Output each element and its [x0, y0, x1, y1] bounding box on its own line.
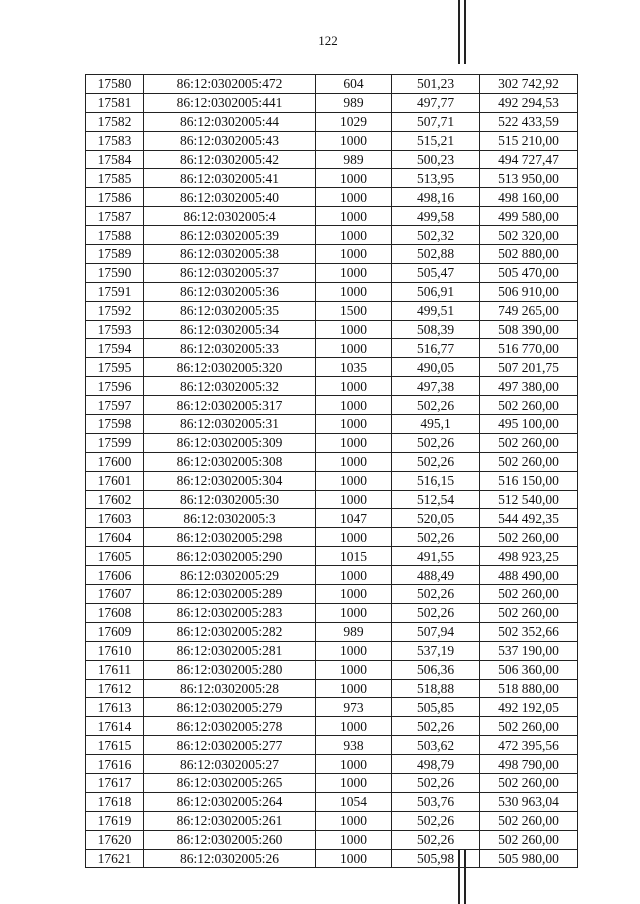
quantity-cell: 1000	[316, 679, 392, 698]
price-cell: 503,76	[392, 792, 480, 811]
quantity-cell: 1029	[316, 112, 392, 131]
row-number-cell: 17584	[86, 150, 144, 169]
row-number-cell: 17608	[86, 603, 144, 622]
cadastral-number-cell: 86:12:0302005:43	[144, 131, 316, 150]
table-row	[86, 396, 578, 415]
row-number-cell: 17588	[86, 226, 144, 245]
cadastral-number-cell: 86:12:0302005:33	[144, 339, 316, 358]
quantity-cell: 1000	[316, 773, 392, 792]
quantity-cell: 1000	[316, 188, 392, 207]
row-number-cell: 17587	[86, 207, 144, 226]
quantity-cell: 1000	[316, 660, 392, 679]
row-number-cell: 17601	[86, 471, 144, 490]
amount-cell: 502 260,00	[480, 585, 578, 604]
cadastral-number-cell: 86:12:0302005:260	[144, 830, 316, 849]
quantity-cell: 989	[316, 93, 392, 112]
amount-cell: 502 880,00	[480, 245, 578, 264]
row-number-cell: 17589	[86, 245, 144, 264]
price-cell: 502,26	[392, 811, 480, 830]
quantity-cell: 1000	[316, 830, 392, 849]
amount-cell: 502 260,00	[480, 811, 578, 830]
amount-cell: 507 201,75	[480, 358, 578, 377]
amount-cell: 502 352,66	[480, 622, 578, 641]
row-number-cell: 17595	[86, 358, 144, 377]
cadastral-number-cell: 86:12:0302005:4	[144, 207, 316, 226]
table-row	[86, 736, 578, 755]
row-number-cell: 17618	[86, 792, 144, 811]
table-body	[86, 75, 578, 868]
row-number-cell: 17613	[86, 698, 144, 717]
table-row	[86, 622, 578, 641]
price-cell: 505,47	[392, 263, 480, 282]
table-row	[86, 547, 578, 566]
amount-cell: 516 770,00	[480, 339, 578, 358]
quantity-cell: 973	[316, 698, 392, 717]
amount-cell: 512 540,00	[480, 490, 578, 509]
price-cell: 505,98	[392, 849, 480, 868]
row-number-cell: 17600	[86, 452, 144, 471]
cadastral-number-cell: 86:12:0302005:42	[144, 150, 316, 169]
amount-cell: 502 260,00	[480, 830, 578, 849]
cadastral-number-cell: 86:12:0302005:28	[144, 679, 316, 698]
quantity-cell: 1000	[316, 377, 392, 396]
page-number: 122	[318, 33, 338, 48]
table-row	[86, 320, 578, 339]
row-number-cell: 17598	[86, 415, 144, 434]
amount-cell: 516 150,00	[480, 471, 578, 490]
cadastral-number-cell: 86:12:0302005:281	[144, 641, 316, 660]
amount-cell: 505 470,00	[480, 263, 578, 282]
quantity-cell: 1000	[316, 603, 392, 622]
price-cell: 515,21	[392, 131, 480, 150]
table-row	[86, 358, 578, 377]
table-row	[86, 282, 578, 301]
quantity-cell: 1000	[316, 811, 392, 830]
quantity-cell: 1000	[316, 471, 392, 490]
amount-cell: 505 980,00	[480, 849, 578, 868]
price-cell: 498,16	[392, 188, 480, 207]
row-number-cell: 17586	[86, 188, 144, 207]
row-number-cell: 17614	[86, 717, 144, 736]
cadastral-number-cell: 86:12:0302005:277	[144, 736, 316, 755]
amount-cell: 502 260,00	[480, 603, 578, 622]
row-number-cell: 17609	[86, 622, 144, 641]
price-cell: 497,38	[392, 377, 480, 396]
table-row	[86, 773, 578, 792]
quantity-cell: 1000	[316, 282, 392, 301]
table-row	[86, 509, 578, 528]
price-cell: 501,23	[392, 75, 480, 94]
price-cell: 506,91	[392, 282, 480, 301]
registry-table	[85, 74, 578, 868]
quantity-cell: 1000	[316, 131, 392, 150]
price-cell: 537,19	[392, 641, 480, 660]
cadastral-number-cell: 86:12:0302005:309	[144, 433, 316, 452]
cadastral-number-cell: 86:12:0302005:279	[144, 698, 316, 717]
amount-cell: 492 192,05	[480, 698, 578, 717]
cadastral-number-cell: 86:12:0302005:441	[144, 93, 316, 112]
quantity-cell: 1000	[316, 433, 392, 452]
row-number-cell: 17580	[86, 75, 144, 94]
price-cell: 516,77	[392, 339, 480, 358]
cadastral-number-cell: 86:12:0302005:261	[144, 811, 316, 830]
table-row	[86, 755, 578, 774]
price-cell: 505,85	[392, 698, 480, 717]
cadastral-number-cell: 86:12:0302005:317	[144, 396, 316, 415]
cadastral-number-cell: 86:12:0302005:34	[144, 320, 316, 339]
quantity-cell: 1000	[316, 207, 392, 226]
amount-cell: 498 790,00	[480, 755, 578, 774]
price-cell: 499,51	[392, 301, 480, 320]
cadastral-number-cell: 86:12:0302005:29	[144, 566, 316, 585]
cadastral-number-cell: 86:12:0302005:283	[144, 603, 316, 622]
price-cell: 513,95	[392, 169, 480, 188]
row-number-cell: 17602	[86, 490, 144, 509]
amount-cell: 302 742,92	[480, 75, 578, 94]
row-number-cell: 17612	[86, 679, 144, 698]
price-cell: 520,05	[392, 509, 480, 528]
table-row	[86, 226, 578, 245]
table-row	[86, 75, 578, 94]
price-cell: 499,58	[392, 207, 480, 226]
price-cell: 502,26	[392, 830, 480, 849]
amount-cell: 502 260,00	[480, 452, 578, 471]
table-row	[86, 433, 578, 452]
binding-line	[458, 0, 460, 64]
row-number-cell: 17616	[86, 755, 144, 774]
row-number-cell: 17581	[86, 93, 144, 112]
table-row	[86, 641, 578, 660]
table-row	[86, 93, 578, 112]
amount-cell: 494 727,47	[480, 150, 578, 169]
cadastral-number-cell: 86:12:0302005:27	[144, 755, 316, 774]
quantity-cell: 1000	[316, 717, 392, 736]
table-row	[86, 811, 578, 830]
row-number-cell: 17591	[86, 282, 144, 301]
quantity-cell: 1000	[316, 755, 392, 774]
row-number-cell: 17605	[86, 547, 144, 566]
quantity-cell: 1015	[316, 547, 392, 566]
quantity-cell: 1000	[316, 641, 392, 660]
table-row	[86, 263, 578, 282]
amount-cell: 515 210,00	[480, 131, 578, 150]
row-number-cell: 17615	[86, 736, 144, 755]
table-row	[86, 792, 578, 811]
amount-cell: 537 190,00	[480, 641, 578, 660]
amount-cell: 749 265,00	[480, 301, 578, 320]
cadastral-number-cell: 86:12:0302005:298	[144, 528, 316, 547]
price-cell: 502,32	[392, 226, 480, 245]
price-cell: 507,94	[392, 622, 480, 641]
price-cell: 502,26	[392, 433, 480, 452]
price-cell: 512,54	[392, 490, 480, 509]
table-row	[86, 603, 578, 622]
amount-cell: 508 390,00	[480, 320, 578, 339]
price-cell: 497,77	[392, 93, 480, 112]
amount-cell: 472 395,56	[480, 736, 578, 755]
amount-cell: 495 100,00	[480, 415, 578, 434]
price-cell: 490,05	[392, 358, 480, 377]
quantity-cell: 1000	[316, 169, 392, 188]
table-row	[86, 698, 578, 717]
row-number-cell: 17603	[86, 509, 144, 528]
row-number-cell: 17620	[86, 830, 144, 849]
cadastral-number-cell: 86:12:0302005:30	[144, 490, 316, 509]
cadastral-number-cell: 86:12:0302005:290	[144, 547, 316, 566]
table-row	[86, 339, 578, 358]
cadastral-number-cell: 86:12:0302005:289	[144, 585, 316, 604]
price-cell: 502,88	[392, 245, 480, 264]
price-cell: 495,1	[392, 415, 480, 434]
cadastral-number-cell: 86:12:0302005:304	[144, 471, 316, 490]
row-number-cell: 17594	[86, 339, 144, 358]
cadastral-number-cell: 86:12:0302005:40	[144, 188, 316, 207]
cadastral-number-cell: 86:12:0302005:26	[144, 849, 316, 868]
table-row	[86, 679, 578, 698]
binding-line	[464, 0, 466, 64]
quantity-cell: 938	[316, 736, 392, 755]
row-number-cell: 17583	[86, 131, 144, 150]
price-cell: 507,71	[392, 112, 480, 131]
cadastral-number-cell: 86:12:0302005:280	[144, 660, 316, 679]
quantity-cell: 1000	[316, 226, 392, 245]
row-number-cell: 17606	[86, 566, 144, 585]
price-cell: 502,26	[392, 717, 480, 736]
table-row	[86, 849, 578, 868]
table-row	[86, 188, 578, 207]
quantity-cell: 1000	[316, 320, 392, 339]
table-row	[86, 717, 578, 736]
table-row	[86, 452, 578, 471]
cadastral-number-cell: 86:12:0302005:320	[144, 358, 316, 377]
table-row	[86, 150, 578, 169]
row-number-cell: 17611	[86, 660, 144, 679]
table-row	[86, 566, 578, 585]
amount-cell: 497 380,00	[480, 377, 578, 396]
row-number-cell: 17592	[86, 301, 144, 320]
quantity-cell: 1000	[316, 396, 392, 415]
quantity-cell: 1000	[316, 263, 392, 282]
table-row	[86, 377, 578, 396]
price-cell: 498,79	[392, 755, 480, 774]
price-cell: 502,26	[392, 603, 480, 622]
price-cell: 488,49	[392, 566, 480, 585]
quantity-cell: 1000	[316, 566, 392, 585]
quantity-cell: 989	[316, 150, 392, 169]
table-row	[86, 490, 578, 509]
cadastral-number-cell: 86:12:0302005:39	[144, 226, 316, 245]
price-cell: 503,62	[392, 736, 480, 755]
cadastral-number-cell: 86:12:0302005:41	[144, 169, 316, 188]
price-cell: 508,39	[392, 320, 480, 339]
row-number-cell: 17607	[86, 585, 144, 604]
cadastral-number-cell: 86:12:0302005:308	[144, 452, 316, 471]
quantity-cell: 1000	[316, 245, 392, 264]
quantity-cell: 1000	[316, 849, 392, 868]
price-cell: 516,15	[392, 471, 480, 490]
cadastral-number-cell: 86:12:0302005:264	[144, 792, 316, 811]
amount-cell: 506 910,00	[480, 282, 578, 301]
cadastral-number-cell: 86:12:0302005:3	[144, 509, 316, 528]
row-number-cell: 17599	[86, 433, 144, 452]
amount-cell: 544 492,35	[480, 509, 578, 528]
amount-cell: 499 580,00	[480, 207, 578, 226]
amount-cell: 502 260,00	[480, 717, 578, 736]
row-number-cell: 17610	[86, 641, 144, 660]
quantity-cell: 1000	[316, 339, 392, 358]
table-row	[86, 415, 578, 434]
amount-cell: 502 320,00	[480, 226, 578, 245]
quantity-cell: 1500	[316, 301, 392, 320]
amount-cell: 498 160,00	[480, 188, 578, 207]
amount-cell: 488 490,00	[480, 566, 578, 585]
quantity-cell: 989	[316, 622, 392, 641]
amount-cell: 522 433,59	[480, 112, 578, 131]
price-cell: 502,26	[392, 585, 480, 604]
amount-cell: 530 963,04	[480, 792, 578, 811]
price-cell: 518,88	[392, 679, 480, 698]
price-cell: 491,55	[392, 547, 480, 566]
row-number-cell: 17590	[86, 263, 144, 282]
table-row	[86, 169, 578, 188]
quantity-cell: 1000	[316, 585, 392, 604]
price-cell: 500,23	[392, 150, 480, 169]
table-row	[86, 830, 578, 849]
row-number-cell: 17619	[86, 811, 144, 830]
cadastral-number-cell: 86:12:0302005:32	[144, 377, 316, 396]
quantity-cell: 1000	[316, 490, 392, 509]
price-cell: 502,26	[392, 396, 480, 415]
quantity-cell: 1047	[316, 509, 392, 528]
row-number-cell: 17604	[86, 528, 144, 547]
cadastral-number-cell: 86:12:0302005:37	[144, 263, 316, 282]
row-number-cell: 17621	[86, 849, 144, 868]
table-row	[86, 301, 578, 320]
cadastral-number-cell: 86:12:0302005:282	[144, 622, 316, 641]
quantity-cell: 1000	[316, 452, 392, 471]
row-number-cell: 17593	[86, 320, 144, 339]
amount-cell: 492 294,53	[480, 93, 578, 112]
amount-cell: 502 260,00	[480, 396, 578, 415]
quantity-cell: 604	[316, 75, 392, 94]
cadastral-number-cell: 86:12:0302005:265	[144, 773, 316, 792]
row-number-cell: 17597	[86, 396, 144, 415]
table-row	[86, 528, 578, 547]
cadastral-number-cell: 86:12:0302005:278	[144, 717, 316, 736]
table-row	[86, 471, 578, 490]
price-cell: 502,26	[392, 528, 480, 547]
amount-cell: 513 950,00	[480, 169, 578, 188]
table-row	[86, 131, 578, 150]
cadastral-number-cell: 86:12:0302005:31	[144, 415, 316, 434]
price-cell: 502,26	[392, 452, 480, 471]
row-number-cell: 17582	[86, 112, 144, 131]
cadastral-number-cell: 86:12:0302005:36	[144, 282, 316, 301]
table-row	[86, 245, 578, 264]
cadastral-number-cell: 86:12:0302005:38	[144, 245, 316, 264]
cadastral-number-cell: 86:12:0302005:35	[144, 301, 316, 320]
amount-cell: 502 260,00	[480, 433, 578, 452]
quantity-cell: 1035	[316, 358, 392, 377]
amount-cell: 518 880,00	[480, 679, 578, 698]
amount-cell: 498 923,25	[480, 547, 578, 566]
row-number-cell: 17617	[86, 773, 144, 792]
amount-cell: 502 260,00	[480, 773, 578, 792]
price-cell: 502,26	[392, 773, 480, 792]
row-number-cell: 17596	[86, 377, 144, 396]
price-cell: 506,36	[392, 660, 480, 679]
row-number-cell: 17585	[86, 169, 144, 188]
table-row	[86, 207, 578, 226]
amount-cell: 506 360,00	[480, 660, 578, 679]
quantity-cell: 1000	[316, 528, 392, 547]
quantity-cell: 1054	[316, 792, 392, 811]
cadastral-number-cell: 86:12:0302005:472	[144, 75, 316, 94]
table-row	[86, 660, 578, 679]
table-row	[86, 585, 578, 604]
cadastral-number-cell: 86:12:0302005:44	[144, 112, 316, 131]
quantity-cell: 1000	[316, 415, 392, 434]
amount-cell: 502 260,00	[480, 528, 578, 547]
table-row	[86, 112, 578, 131]
